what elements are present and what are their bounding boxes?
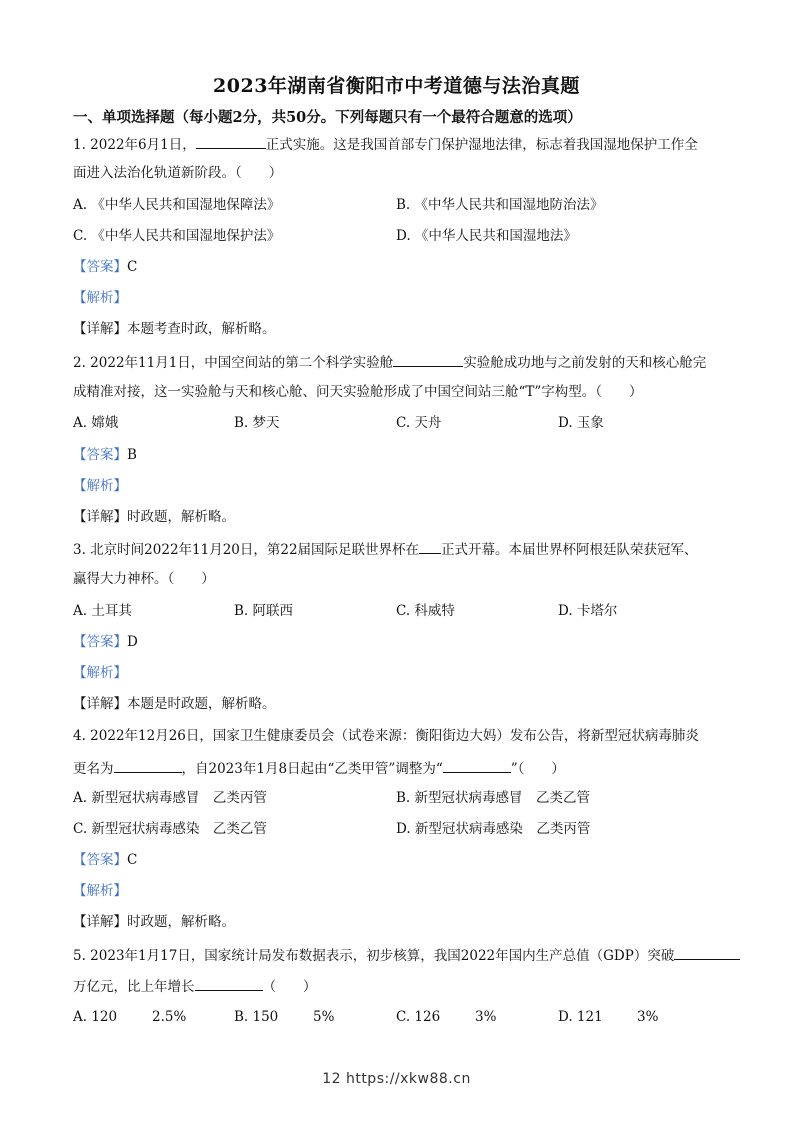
analysis-label: 【解析】 <box>73 883 127 899</box>
q2-answer <box>73 446 137 464</box>
q1-pre: 1. 2022年6月1日， <box>73 137 196 153</box>
q2-detail <box>73 508 235 526</box>
q1-answer <box>73 258 137 276</box>
q2-answer-value: B <box>127 447 137 463</box>
q2-option-b: B. 梦天 <box>234 415 280 431</box>
detail-label: 【详解】 <box>73 914 127 930</box>
q3-option-a: A. 土耳其 <box>73 603 132 619</box>
q4-detail-text: 时政题，解析略。 <box>127 914 235 930</box>
q1-detail <box>73 320 276 338</box>
q3-answer <box>73 633 138 651</box>
q1-answer-value: C <box>127 259 138 275</box>
q4-post: ”（ ） <box>510 761 565 777</box>
detail-label: 【详解】 <box>73 321 127 337</box>
q1-option-a: A. 《中华人民共和国湿地保障法》 <box>73 197 281 213</box>
analysis-label: 【解析】 <box>73 290 127 306</box>
page-footer: 12 https://xkw88.cn <box>322 1071 471 1087</box>
q3-post: 正式开幕。本届世界杯阿根廷队荣获冠军、 <box>441 542 698 558</box>
q2-option-d: D. 玉象 <box>558 415 604 431</box>
q2-option-a: A. 嫦娥 <box>73 415 119 431</box>
q4-pre: 更名为 <box>73 761 114 777</box>
q3-pre: 3. 北京时间2022年11月20日，第22届国际足联世界杯在 <box>73 542 420 558</box>
q2-blank <box>393 352 463 367</box>
q4-analysis <box>73 882 127 900</box>
q5-option-a: A. 120 <box>73 1009 118 1025</box>
detail-label: 【详解】 <box>73 509 127 525</box>
question-2-line2: 成精准对接，这一实验舱与天和核心舱、问天实验舱形成了中国空间站三舱“T”字构型。（ ） <box>73 384 643 400</box>
q2-option-c: C. 天舟 <box>396 415 442 431</box>
analysis-label: 【解析】 <box>73 665 127 681</box>
q3-analysis <box>73 664 127 682</box>
q5-blank-2 <box>195 976 263 991</box>
q2-analysis <box>73 477 127 495</box>
q3-option-c: C. 科威特 <box>396 603 455 619</box>
q3-answer-value: D <box>127 634 138 650</box>
detail-label: 【详解】 <box>73 696 127 712</box>
question-5-text <box>73 945 740 965</box>
answer-label: 【答案】 <box>73 634 127 650</box>
q1-post: 正式实施。这是我国首部专门保护湿地法律，标志着我国湿地保护工作全 <box>265 137 698 153</box>
q5-line2-post: （ ） <box>262 979 317 995</box>
question-4-line2 <box>73 758 565 778</box>
q4-option-a: A. 新型冠状病毒感冒 乙类丙管 <box>73 790 267 806</box>
q3-detail <box>73 695 276 713</box>
question-1-text <box>73 134 698 154</box>
question-3-text <box>73 539 698 559</box>
section-heading: 一、单项选择题（每小题2分，共50分。下列每题只有一个最符合题意的选项） <box>73 109 582 126</box>
question-1-line2: 面进入法治化轨道新阶段。（ ） <box>73 165 283 181</box>
q3-detail-text: 本题是时政题，解析略。 <box>127 696 276 712</box>
q2-pre: 2. 2022年11月1日，中国空间站的第二个科学实验舱 <box>73 355 394 371</box>
q1-option-d: D. 《中华人民共和国湿地法》 <box>396 228 577 244</box>
q1-blank <box>196 134 266 149</box>
page-title: 2023年湖南省衡阳市中考道德与法治真题 <box>213 75 580 97</box>
q4-blank-1 <box>114 758 182 773</box>
q1-option-c: C. 《中华人民共和国湿地保护法》 <box>73 228 281 244</box>
q2-post: 实验舱成功地与之前发射的天和核心舱完 <box>463 355 707 371</box>
q5-option-d: D. 121 <box>558 1009 603 1025</box>
question-2-text <box>73 352 706 372</box>
q5-option-a-pct: 2.5% <box>152 1009 187 1025</box>
q1-analysis <box>73 289 127 307</box>
q5-line2-pre: 万亿元，比上年增长 <box>73 979 195 995</box>
q5-pre: 5. 2023年1月17日，国家统计局发布数据表示，初步核算，我国2022年国内生产总值（GDP）突破 <box>73 948 675 964</box>
q1-detail-text: 本题考查时政，解析略。 <box>127 321 276 337</box>
q4-mid: ，自2023年1月8日起由“乙类甲管”调整为“ <box>181 761 443 777</box>
q5-option-b: B. 150 <box>234 1009 279 1025</box>
question-3-line2: 赢得大力神杯。（ ） <box>73 571 215 587</box>
q5-option-b-pct: 5% <box>313 1009 335 1025</box>
q3-option-d: D. 卡塔尔 <box>558 603 618 619</box>
q4-option-d: D. 新型冠状病毒感染 乙类丙管 <box>396 821 591 837</box>
analysis-label: 【解析】 <box>73 478 127 494</box>
answer-label: 【答案】 <box>73 447 127 463</box>
q1-option-b: B. 《中华人民共和国湿地防治法》 <box>396 197 604 213</box>
q4-option-b: B. 新型冠状病毒感冒 乙类乙管 <box>396 790 591 806</box>
question-4-text: 4. 2022年12月26日，国家卫生健康委员会（试卷来源：衡阳街边大妈）发布公告，将新型冠状病毒肺炎 <box>73 728 699 744</box>
q5-option-c-pct: 3% <box>475 1009 497 1025</box>
q3-blank <box>419 539 441 554</box>
q4-detail <box>73 913 235 931</box>
q5-option-c: C. 126 <box>396 1009 441 1025</box>
q4-option-c: C. 新型冠状病毒感染 乙类乙管 <box>73 821 267 837</box>
q4-answer-value: C <box>127 852 138 868</box>
q3-option-b: B. 阿联西 <box>234 603 294 619</box>
q2-detail-text: 时政题，解析略。 <box>127 509 235 525</box>
answer-label: 【答案】 <box>73 852 127 868</box>
q5-blank-1 <box>674 945 740 960</box>
q5-option-d-pct: 3% <box>637 1009 659 1025</box>
q4-answer <box>73 851 137 869</box>
q4-blank-2 <box>443 758 511 773</box>
answer-label: 【答案】 <box>73 259 127 275</box>
question-5-line2 <box>73 976 317 996</box>
